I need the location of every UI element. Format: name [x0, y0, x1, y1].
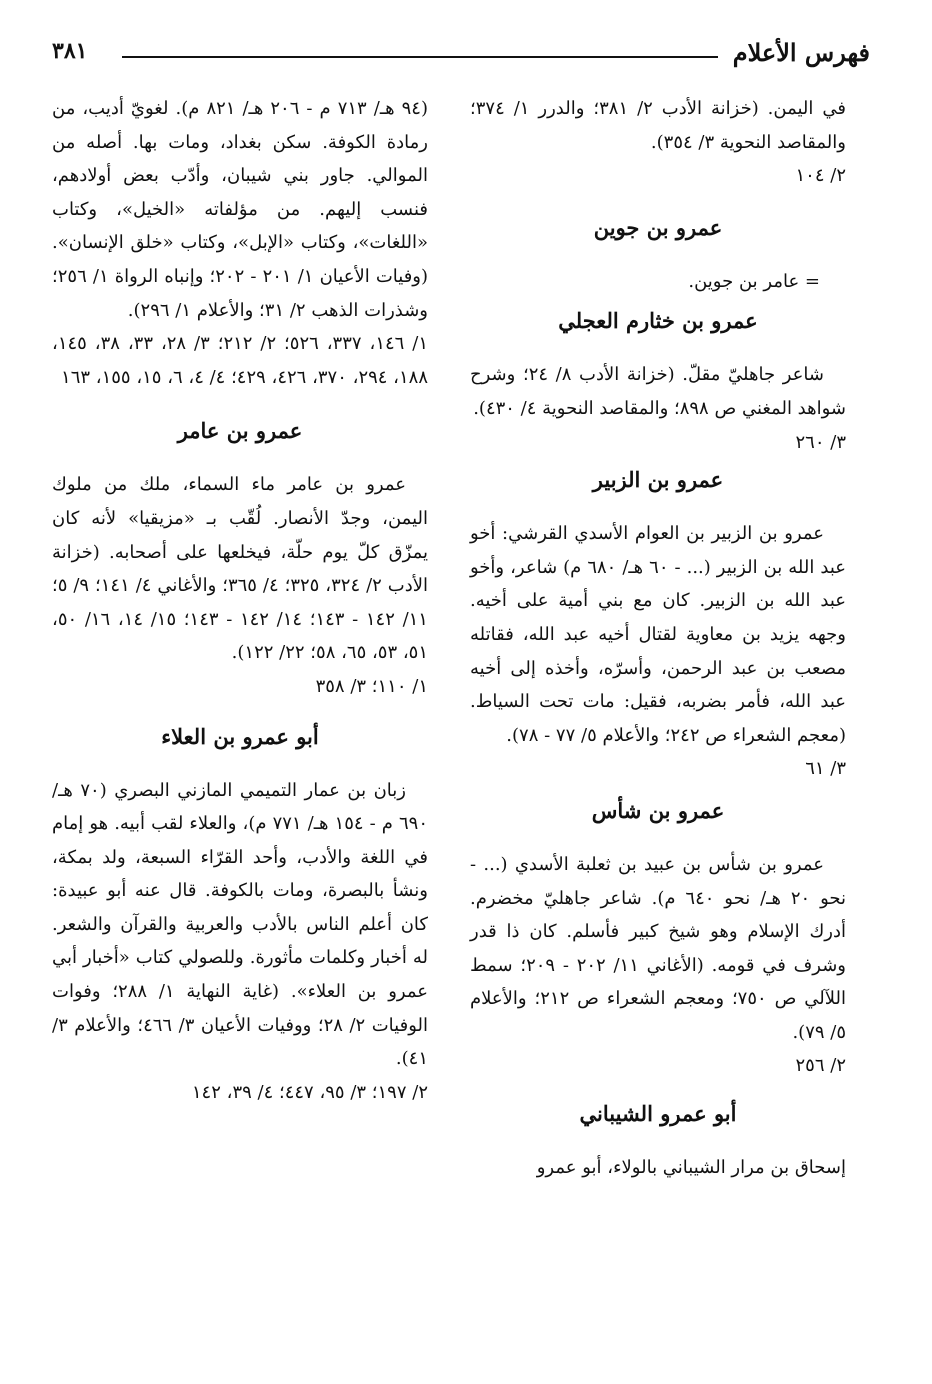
continuation-refs: ٢/ ١٠٤ [795, 165, 846, 187]
index-entry [470, 1097, 846, 1185]
entry-body: عمرو بن الزبير بن العوام الأسدي القرشي: أخو عبد الله بن الزبير (... - ٦٠ هـ/ ٦٨٠ م) شاعر، وأخو عبد الله بن الزبير. كان مع بني أمية على أخيه. وجهه يزيد بن معاوية لقتال أخيه عبد الله، فقاتله مصعب بن عبد الرحمن، وأسرّه، وأخذه إلى أخيه عبد الله، فأمر بضربه، فقيل: مات تحت السياط. (معجم الشعراء ص ٢٤٢؛ والأعلام ٥/ ٧٧ - ٧٨). [470, 523, 846, 746]
entry-title: عمرو بن جوين [593, 214, 723, 240]
entry-refs: ٣/ ٦١ [805, 758, 846, 780]
entry-title: أبو عمرو الشيباني [579, 1101, 737, 1127]
continuation-refs: ١/ ١٤٦، ٣٣٧، ٥٢٦؛ ٢/ ٢١٢؛ ٣/ ٢٨، ٣٣، ٣٨، ١٤٥، ١٨٨، ٢٩٤، ٣٧٠، ٤٢٦، ٤٢٩؛ ٤/ ٤، ٦، ١٥، ١٥٥، ١٦٣ [52, 333, 428, 388]
continuation-text: (٩٤ هـ/ ٧١٣ م - ٢٠٦ هـ/ ٨٢١ م). لغويّ أديب، من رمادة الكوفة. سكن بغداد، ومات بها. أصله من الموالي. جاور بني شيبان، وأدّب بعض أولادهم، فنسب إليهم. من مؤلفاته «الخيل»، وكتاب «اللغات»، وكتاب «الإبل»، وكتاب «خلق الإنسان». (وفيات الأعيان ١/ ٢٠١ - ٢٠٢؛ وإنباه الرواة ١/ ٢٥٦؛ وشذرات الذهب ٢/ ٣١؛ والأعلام ١/ ٢٩٦). [52, 98, 429, 321]
entry-title: عمرو بن شأس [591, 797, 725, 823]
entry-title: عمرو بن الزبير [592, 467, 724, 493]
continuation-text: في اليمن. (خزانة الأدب ٢/ ٣٨١؛ والدرر ١/ ٣٧٤؛ والمقاصد النحوية ٣/ ٣٥٤). [470, 98, 846, 153]
index-entry [470, 304, 846, 459]
entry-refs: ٣/ ٢٦٠ [795, 431, 846, 453]
entry-body: زبان بن عمار التميمي المازني البصري (٧٠ هـ/ ٦٩٠ م - ١٥٤ هـ/ ٧٧١ م)، والعلاء لقب أبيه. هو إمام في اللغة والأدب، وأحد القرّاء السبعة، ولد بمكة، ونشأ بالبصرة، ومات بالكوفة. قال عنه أبو عبيدة: كان أعلم الناس بالأدب والعربية والقرآن والشعر. له أخبار وكلمات مأثورة. وللصولي كتاب «أخبار أبي عمرو بن العلاء». (غاية النهاية ١/ ٢٨٨؛ وفوات الوفيات ٢/ ٢٨؛ ووفيات الأعيان ٣/ ٤٦٦؛ والأعلام ٣/ ٤١). [52, 779, 428, 1070]
index-entry [470, 463, 846, 786]
entry-title: عمرو بن عامر [177, 418, 303, 444]
index-entry [52, 720, 428, 1110]
entry-body: عمرو بن عامر ماء السماء، ملك من ملوك اليمن، وجدّ الأنصار. لُقّب بـ «مزيقيا» لأنه كان يمزّق كلّ يوم حلّة، فيخلعها على أصحابه. (خزانة الأدب ٢/ ٣٢٤، ٣٢٥؛ ٤/ ٣٦٥؛ والأغاني ٤/ ١٤١؛ ٩/ ٥؛ ١١/ ١٤٢ - ١٤٣؛ ١٤/ ١٤٢ - ١٤٣؛ ١٥/ ١٤، ١٦/ ٥٠، ٥١، ٥٣، ٦٥، ٥٨؛ ٢٢/ ١٢٢). [52, 474, 428, 664]
entry-refs: ١/ ١١٠؛ ٣/ ٣٥٨ [315, 675, 428, 697]
header-rule [122, 56, 718, 58]
page-number: ٣٨١ [52, 38, 88, 64]
entry-title: أبو عمرو بن العلاء [161, 723, 319, 749]
right-column [470, 92, 846, 1185]
entry-title: عمرو بن خثارم العجلي [558, 308, 758, 334]
page-header [52, 34, 870, 74]
entry-refs: ٢/ ٢٥٦ [795, 1055, 846, 1077]
entry-body: إسحاق بن مرار الشيباني بالولاء، أبو عمرو [536, 1157, 846, 1179]
entry-body: شاعر جاهليّ مقلّ. (خزانة الأدب ٨/ ٢٤؛ وشرح شواهد المغني ص ٨٩٨؛ والمقاصد النحوية ٤/ ٤٣٠). [470, 364, 846, 419]
index-entry [470, 211, 846, 299]
index-entry [52, 414, 428, 703]
entry-body: عمرو بن شأس بن عبيد بن ثعلبة الأسدي (... - نحو ٢٠ هـ/ نحو ٦٤٠ م). شاعر جاهليّ مخضرم. أدرك الإسلام وهو شيخ كبير فأسلم. كان ذا قدر وشرف في قومه. (الأغاني ١١/ ٢٠٢ - ٢٠٩؛ سمط اللآلي ص ٧٥٠؛ ومعجم الشعراء ص ٢١٢؛ والأعلام ٥/ ٧٩). [470, 853, 847, 1043]
entry-refs: ٢/ ١٩٧؛ ٣/ ٩٥، ٤٤٧؛ ٤/ ٣٩، ١٤٢ [191, 1081, 428, 1103]
entry-body: = عامر بن جوين. [688, 270, 820, 292]
left-column [52, 92, 428, 1109]
index-entry [470, 794, 846, 1083]
running-title: فهرس الأعلام [732, 38, 870, 67]
